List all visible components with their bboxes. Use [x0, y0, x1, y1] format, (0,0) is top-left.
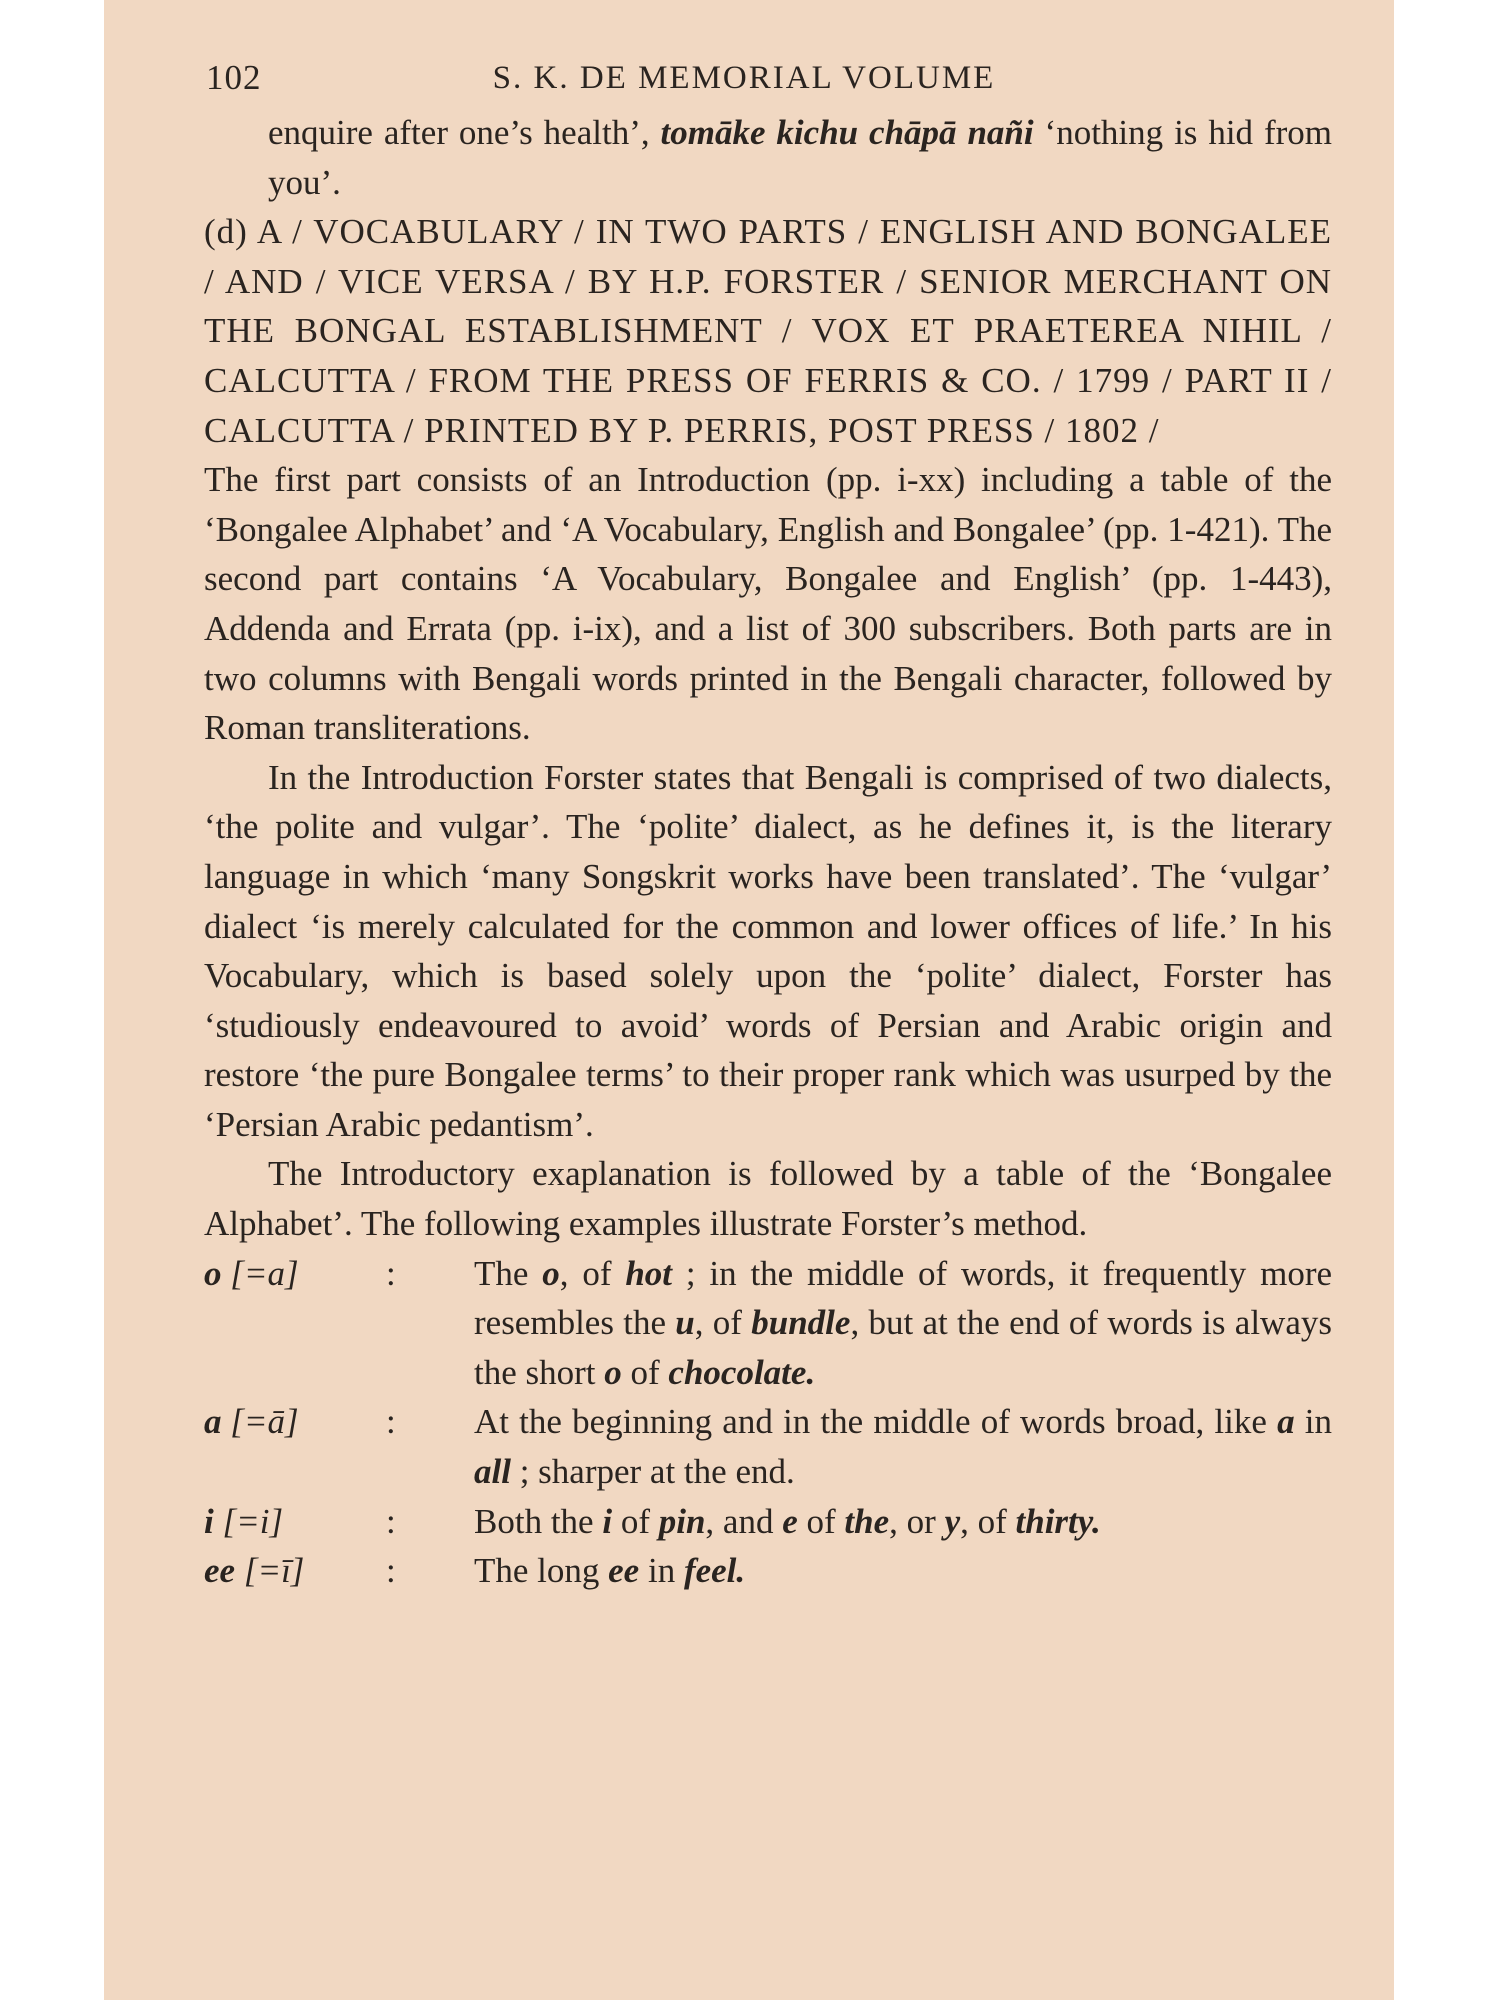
description-text: , of	[960, 1501, 1016, 1541]
example-equivalent: [=a]	[221, 1253, 299, 1293]
italic-term: ee	[608, 1551, 640, 1591]
italic-term: thirty.	[1015, 1501, 1101, 1541]
description-text: , of	[559, 1253, 626, 1293]
example-row	[204, 1249, 1332, 1398]
example-description	[474, 1397, 1332, 1496]
example-description	[474, 1546, 1332, 1596]
description-text: of	[612, 1501, 659, 1541]
example-row	[204, 1546, 1332, 1596]
italic-term: chocolate.	[668, 1352, 816, 1392]
carry-over-paragraph	[204, 108, 1332, 207]
italic-term: hot	[625, 1253, 673, 1293]
example-colon: :	[386, 1253, 396, 1293]
italic-term: feel.	[683, 1551, 746, 1591]
example-colon: :	[386, 1501, 396, 1541]
example-row	[204, 1397, 1332, 1496]
italic-term: y	[944, 1501, 961, 1541]
description-text: At the beginning and in the middle of words broad, like	[474, 1402, 1278, 1442]
description-text: in	[639, 1551, 684, 1591]
book-page	[104, 0, 1394, 2000]
example-key: o	[204, 1253, 222, 1293]
page-header	[156, 58, 1332, 108]
example-description	[474, 1497, 1332, 1547]
italic-term: u	[675, 1303, 695, 1343]
italic-term: o	[542, 1253, 560, 1293]
italic-term: e	[782, 1501, 798, 1541]
example-row	[204, 1497, 1332, 1547]
example-description	[474, 1249, 1332, 1398]
carry-over-bengali-phrase: tomāke kichu chāpā nañi	[660, 113, 1034, 152]
paragraph-description: The first part consists of an Introduction (pp. i-xx) including a table of the ‘Bongalee Alphabet’ and ‘A Vocabulary, English and Bongalee’ (pp. 1-421). The second part contains ‘A Vocabulary, Bongalee and English’ (pp. 1-443), Addenda and Errata (pp. i-ix), and a list of 300 subscribers. Both parts are in two columns with Bengali words printed in the Bengali character, followed by Roman transliterations.	[204, 460, 1332, 748]
description-text: of	[797, 1501, 845, 1541]
entry-d-title: (d) A / VOCABULARY / IN TWO PARTS / ENGLISH AND BONGALEE / AND / VICE VERSA / BY H.P. FORSTER / SENIOR MERCHANT ON THE BONGAL ESTABLISHMENT / VOX ET PRAETEREA NIHIL / CALCUTTA / FROM THE PRESS OF FERRIS & CO. / 1799 / PART II / CALCUTTA / PRINTED BY P. PERRIS, POST PRESS / 1802 /	[204, 212, 1332, 450]
description-text: , of	[694, 1303, 752, 1343]
paragraph-introduction: In the Introduction Forster states that Bengali is comprised of two dialects, ‘the polite and vulgar’. The ‘polite’ dialect, as he defines it, is the literary language in which ‘many Songskrit works have been translated’. The ‘vulgar’ dialect ‘is merely calculated for the common and lower offices of life.’ In his Vocabulary, which is based solely upon the ‘polite’ dialect, Forster has ‘studiously endeavoured to avoid’ words of Persian and Arabic origin and restore ‘the pure Bongalee terms’ to their proper rank which was usurped by the ‘Persian Arabic pedantism’.	[204, 757, 1332, 1144]
example-colon: :	[386, 1551, 396, 1591]
example-key: ee	[204, 1551, 236, 1591]
italic-term: the	[844, 1501, 890, 1541]
italic-term: bundle	[751, 1303, 851, 1343]
description-text: in	[1294, 1402, 1332, 1442]
example-equivalent: [=ā]	[221, 1402, 299, 1442]
example-key: a	[204, 1402, 222, 1442]
italic-term: all	[474, 1452, 511, 1492]
example-equivalent: [=ī]	[235, 1551, 305, 1591]
page-number: 102	[206, 58, 262, 97]
description-text: The long	[474, 1551, 609, 1591]
carry-over-text-2: ‘nothing is hid from you’.	[268, 113, 1333, 202]
running-head: S. K. DE MEMORIAL VOLUME	[492, 60, 996, 96]
description-text: , but at the end of words is always the short	[474, 1303, 1332, 1392]
example-colon: :	[386, 1402, 396, 1442]
description-text: The	[474, 1253, 543, 1293]
italic-term: i	[602, 1501, 613, 1541]
transliteration-examples	[204, 1249, 1332, 1596]
description-text: of	[621, 1352, 669, 1392]
carry-over-text-1: enquire after one’s health’,	[268, 113, 661, 152]
description-text: ; sharper at the end.	[510, 1452, 795, 1492]
description-text: , and	[705, 1501, 783, 1541]
example-equivalent: [=i]	[213, 1501, 284, 1541]
italic-term: a	[1277, 1402, 1295, 1442]
italic-term: pin	[658, 1501, 706, 1541]
description-text: , or	[889, 1501, 945, 1541]
paragraph-alphabet: The Introductory exaplanation is followed by a table of the ‘Bongalee Alphabet’. The following examples illustrate Forster’s method.	[204, 1154, 1332, 1244]
description-text: ; in the middle of words, it frequently more resembles the	[474, 1253, 1333, 1343]
body-text	[156, 108, 1332, 1596]
example-key: i	[204, 1501, 214, 1541]
description-text: Both the	[474, 1501, 603, 1541]
italic-term: o	[604, 1352, 622, 1392]
